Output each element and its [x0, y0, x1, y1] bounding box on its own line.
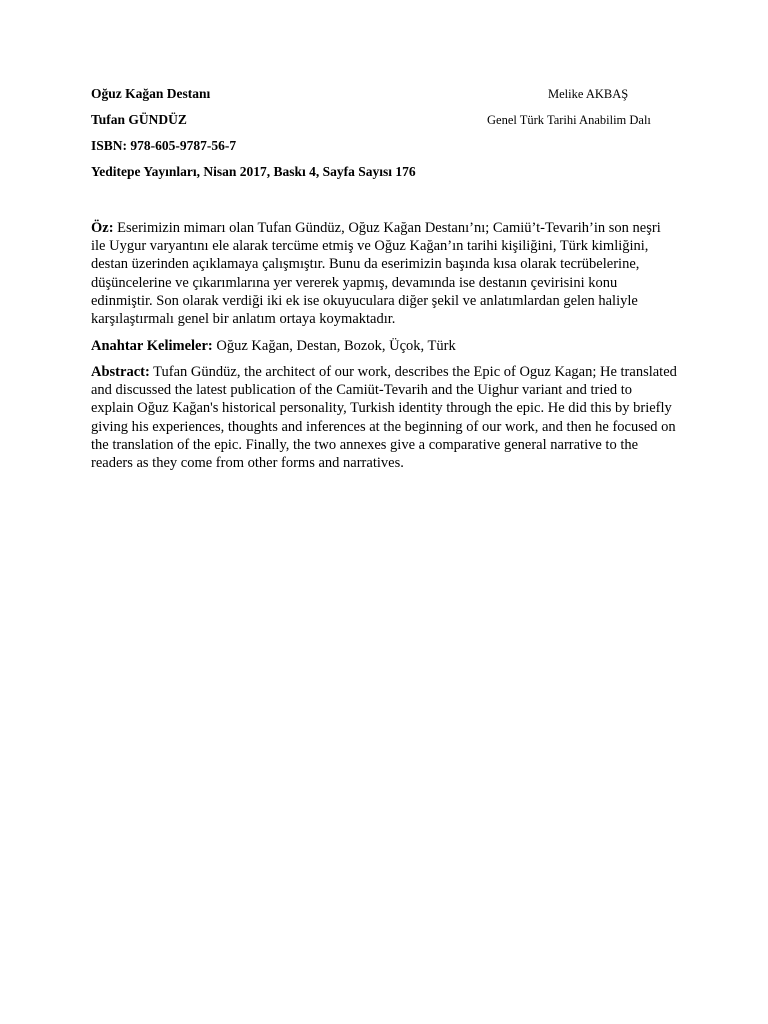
turkish-summary-text: Eserimizin mimarı olan Tufan Gündüz, Oğuz Kağan Destanı’nı; Camiü’t-Tevarih’in son neşri ile Uygur varyantını ele alarak tercüme etmiş ve Oğuz Kağan’ın tarihi kişiliğini, Türk kimliğini, destan üzerinden açıklamaya çalışmıştır. Bunu da eserimizin başında kısa olarak tecrübelerine, düşüncelerine ve çıkarımlarına yer vererek yapmış, devamında ise destanın çevirisini konu edinmiştir. Son olarak verdiği iki ek ise okuyuculara diğer şekil ve anlatımlardan gelen haliyle karşılaştırmalı genel bir anlatım ortaya koymaktadır.: [91, 220, 661, 328]
english-abstract-label: Abstract:: [91, 364, 150, 380]
reviewer-department: Genel Türk Tarihi Anabilim Dalı: [487, 113, 651, 127]
reviewer-name: Melike AKBAŞ: [548, 87, 629, 101]
book-author: Tufan GÜNDÜZ: [91, 112, 187, 127]
book-isbn: ISBN: 978-605-9787-56-7: [91, 138, 237, 153]
turkish-summary-paragraph: [91, 219, 677, 328]
keywords-label: Anahtar Kelimeler:: [91, 338, 213, 354]
english-abstract-text: Tufan Gündüz, the architect of our work, describes the Epic of Oguz Kagan; He translated and discussed the latest publication of the Camiüt-Tevarih and the Uighur variant and tried to explain Oğuz Kağan's historical personality, Turkish identity through the epic. He did this by briefly giving his experiences, thoughts and inferences at the beginning of our work, and then he focused on the translation of the epic. Finally, the two annexes give a comparative general narrative to the readers as they come from other forms and narratives.: [91, 364, 677, 472]
turkish-summary-label: Öz:: [91, 220, 114, 236]
english-abstract-paragraph: [91, 363, 677, 472]
book-publisher-info: Yeditepe Yayınları, Nisan 2017, Baskı 4, Sayfa Sayısı 176: [91, 164, 416, 179]
keywords-paragraph: [91, 337, 677, 355]
keywords-text: Oğuz Kağan, Destan, Bozok, Üçok, Türk: [216, 338, 456, 354]
book-title: Oğuz Kağan Destanı: [91, 86, 211, 101]
